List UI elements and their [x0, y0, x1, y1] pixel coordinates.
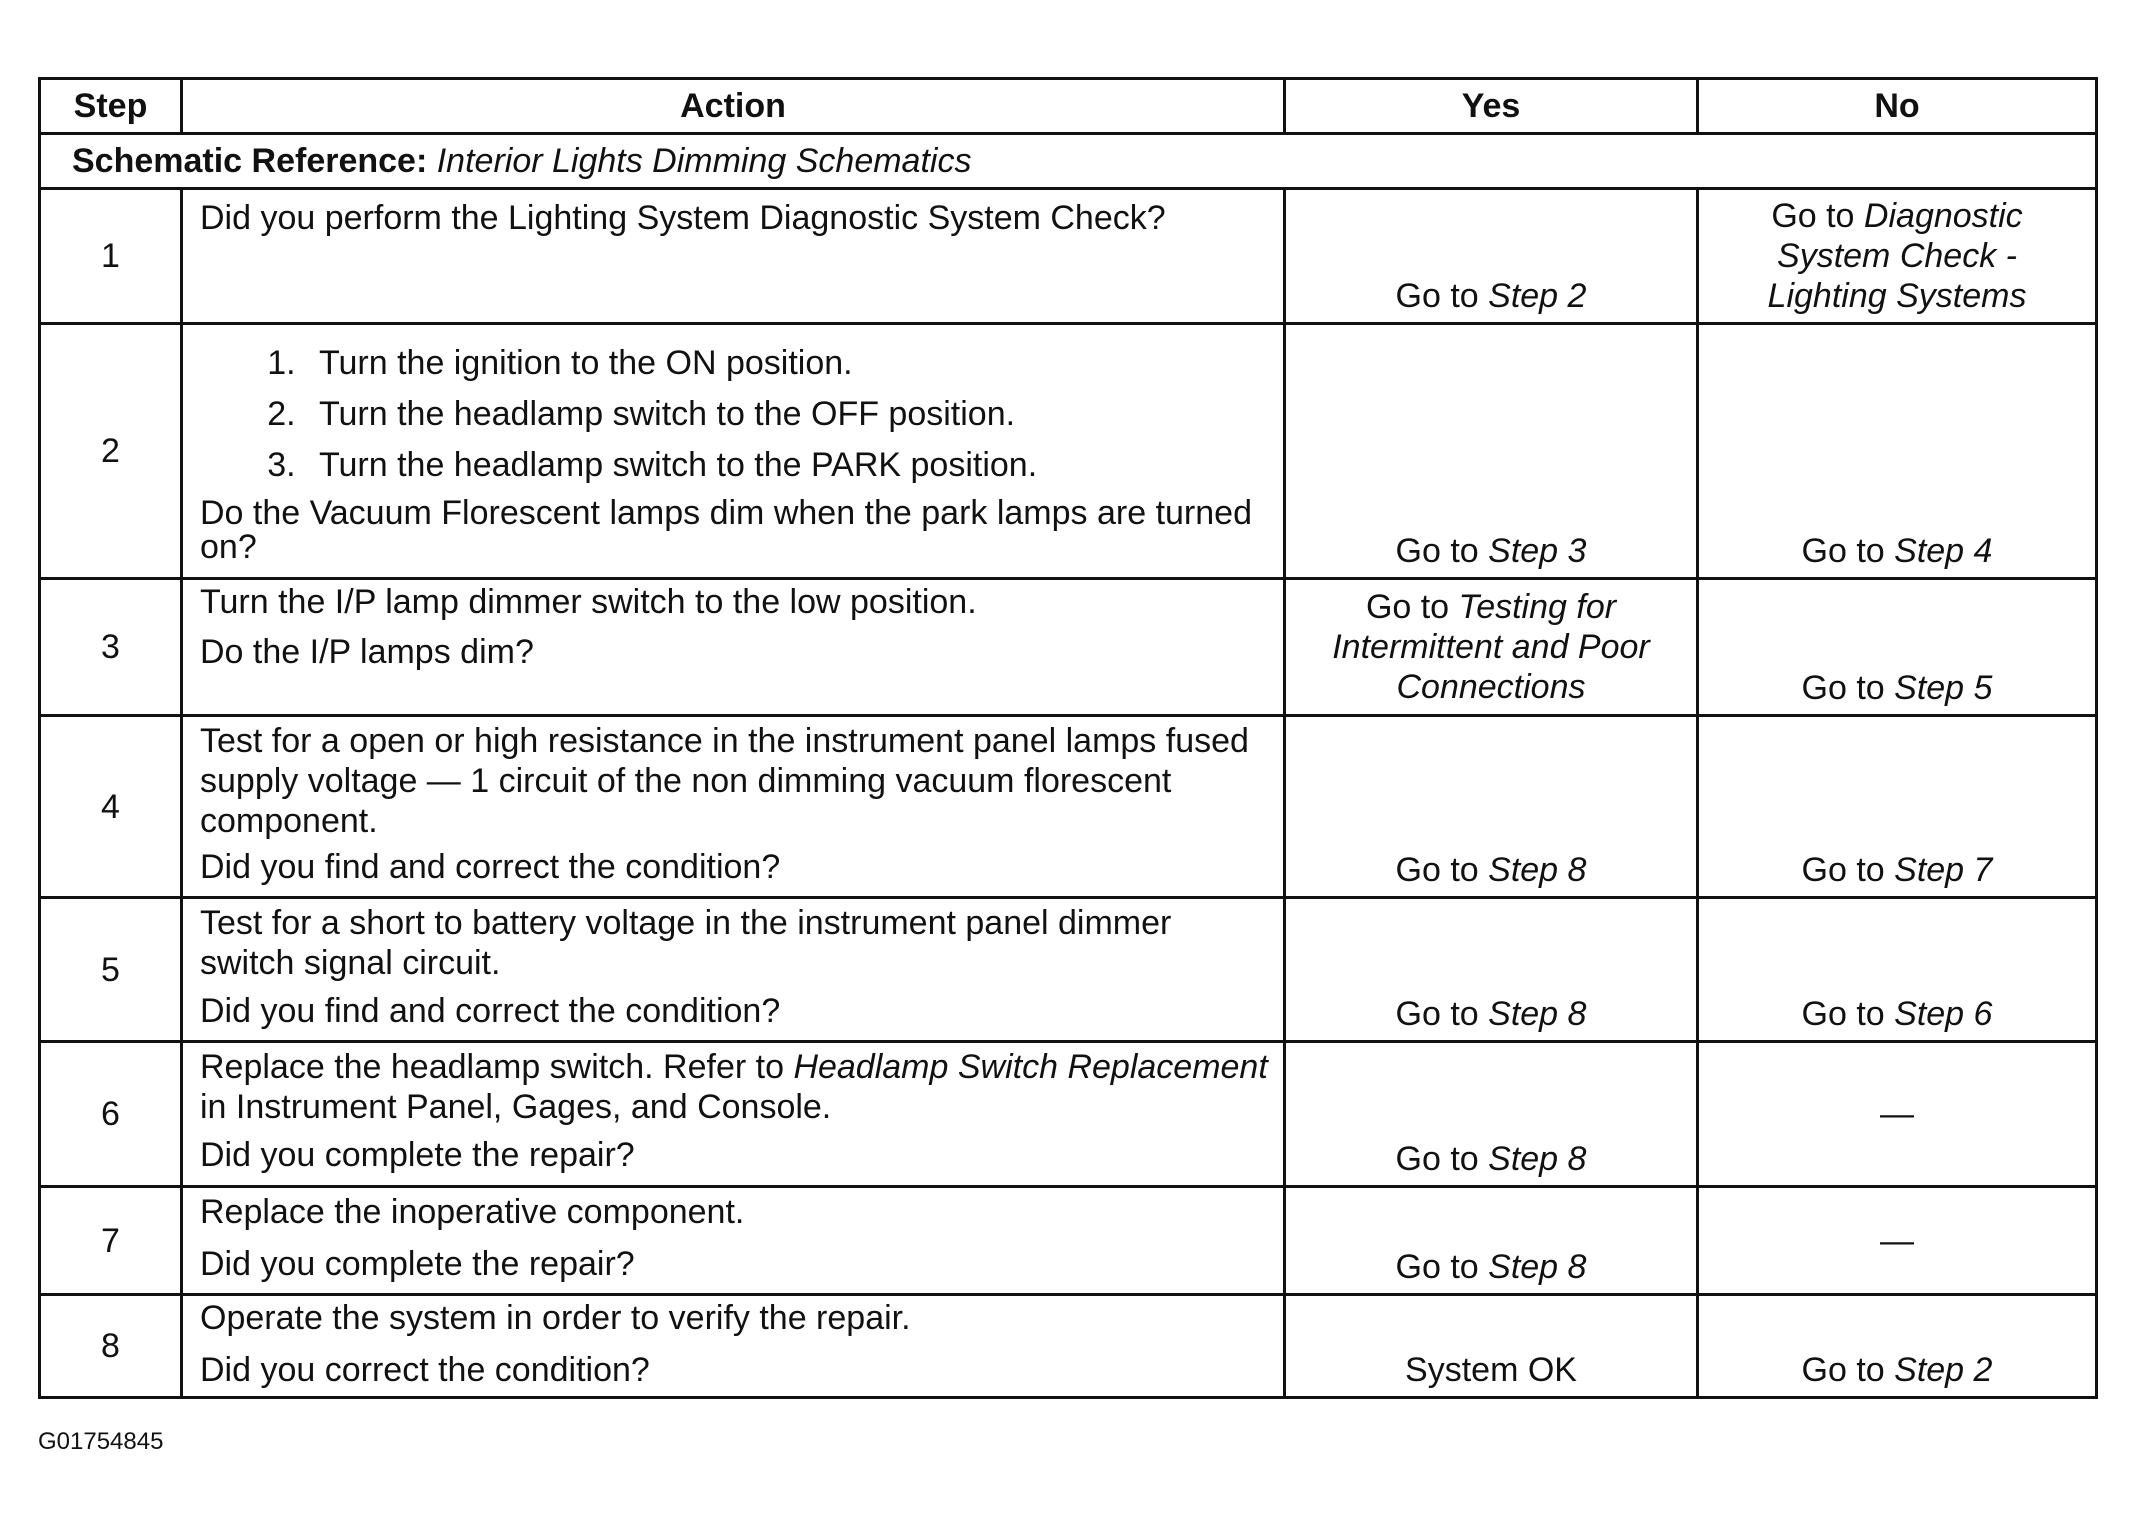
no-prefix: Go to: [1801, 1351, 1895, 1389]
schematic-reference-cell: [40, 134, 2097, 189]
no-prefix: Go to: [1771, 197, 1864, 235]
header-yes: Yes: [1285, 79, 1698, 134]
step-number: 2: [40, 324, 182, 579]
no-prefix: Go to: [1801, 995, 1895, 1033]
yes-prefix: Go to: [1395, 1140, 1489, 1178]
yes-cell: [1285, 1295, 1698, 1398]
figure-id: G01754845: [38, 1428, 164, 1455]
list-item: 2. Turn the headlamp switch to the OFF position.: [305, 394, 1269, 434]
action-text-before: Replace the headlamp switch. Refer to: [200, 1048, 794, 1086]
action-cell: [182, 579, 1285, 716]
diagnostic-table: [38, 77, 2098, 1399]
action-question: Do the Vacuum Florescent lamps dim when the park lamps are turned on?: [200, 494, 1252, 566]
yes-prefix: Go to: [1395, 532, 1489, 570]
yes-link[interactable]: Step 8: [1488, 1248, 1587, 1286]
no-link[interactable]: Step 6: [1894, 995, 1993, 1033]
yes-link-line-2[interactable]: Intermittent and Poor: [1332, 628, 1650, 666]
no-cell: [1698, 898, 2097, 1042]
action-question: Did you complete the repair?: [200, 1245, 635, 1283]
yes-link[interactable]: Step 8: [1488, 995, 1587, 1033]
no-dash: —: [1880, 1095, 1914, 1133]
action-text: Operate the system in order to verify the repair.: [200, 1299, 911, 1337]
action-text: Turn the I/P lamp dimmer switch to the low position.: [200, 583, 977, 621]
table-row-step-1: [40, 189, 2097, 324]
action-cell: [182, 1042, 1285, 1187]
action-cell: [182, 1295, 1285, 1398]
action-text: Test for a short to battery voltage in the instrument panel dimmer switch signal circuit.: [200, 904, 1172, 982]
no-link[interactable]: Step 7: [1894, 851, 1993, 889]
no-link[interactable]: Step 5: [1894, 669, 1993, 707]
schematic-reference-label: Schematic Reference:: [72, 142, 428, 180]
yes-cell: [1285, 716, 1698, 898]
yes-text: System OK: [1405, 1351, 1577, 1389]
action-cell: [182, 189, 1285, 324]
yes-cell: [1285, 1042, 1698, 1187]
yes-prefix: Go to: [1365, 588, 1459, 626]
header-step: Step: [40, 79, 182, 134]
step-number: 3: [40, 579, 182, 716]
table-row-step-5: [40, 898, 2097, 1042]
table-row-step-4: [40, 716, 2097, 898]
no-cell: [1698, 324, 2097, 579]
yes-link[interactable]: Step 8: [1488, 851, 1587, 889]
yes-cell: [1285, 324, 1698, 579]
no-cell: [1698, 1187, 2097, 1295]
step-number: 4: [40, 716, 182, 898]
action-question: Did you find and correct the condition?: [200, 992, 781, 1030]
no-cell: [1698, 1295, 2097, 1398]
table-row-step-2: [40, 324, 2097, 579]
step-number: 7: [40, 1187, 182, 1295]
yes-prefix: Go to: [1395, 995, 1489, 1033]
yes-cell: [1285, 1187, 1698, 1295]
header-no: No: [1698, 79, 2097, 134]
no-link[interactable]: Step 4: [1894, 532, 1993, 570]
yes-link[interactable]: Step 3: [1488, 532, 1587, 570]
step-number: 6: [40, 1042, 182, 1187]
no-cell: [1698, 1042, 2097, 1187]
table-row-step-7: [40, 1187, 2097, 1295]
schematic-reference-link[interactable]: Interior Lights Dimming Schematics: [436, 142, 972, 180]
action-cell: [182, 1187, 1285, 1295]
schematic-reference-row: [40, 134, 2097, 189]
action-text: Did you perform the Lighting System Diagnostic System Check?: [200, 199, 1166, 237]
action-question: Did you correct the condition?: [200, 1351, 650, 1389]
no-link-line-3[interactable]: Lighting Systems: [1767, 277, 2027, 315]
yes-prefix: Go to: [1395, 1248, 1489, 1286]
no-cell: [1698, 579, 2097, 716]
table-row-step-8: [40, 1295, 2097, 1398]
action-list: [200, 343, 1269, 485]
action-text: [200, 1047, 1269, 1127]
action-cell: [182, 716, 1285, 898]
yes-link[interactable]: Step 8: [1488, 1140, 1587, 1178]
table-row-step-6: [40, 1042, 2097, 1187]
yes-prefix: Go to: [1395, 851, 1489, 889]
yes-prefix: Go to: [1395, 277, 1489, 315]
action-question: Do the I/P lamps dim?: [200, 633, 534, 671]
no-cell: [1698, 189, 2097, 324]
action-text: Test for a open or high resistance in the instrument panel lamps fused supply voltage — 1 circuit of the non dimming vacuum florescent component.: [200, 722, 1249, 840]
yes-link-line-3[interactable]: Connections: [1396, 668, 1586, 706]
step-number: 1: [40, 189, 182, 324]
headlamp-switch-replacement-link[interactable]: Headlamp Switch Replacement: [793, 1048, 1268, 1086]
no-prefix: Go to: [1801, 532, 1895, 570]
yes-cell: [1285, 898, 1698, 1042]
no-prefix: Go to: [1801, 851, 1895, 889]
table-row-step-3: [40, 579, 2097, 716]
yes-cell: [1285, 579, 1698, 716]
list-item: 1. Turn the ignition to the ON position.: [305, 343, 1269, 383]
action-question: Did you find and correct the condition?: [200, 848, 781, 886]
action-cell: [182, 898, 1285, 1042]
action-cell: [182, 324, 1285, 579]
no-dash: —: [1880, 1221, 1914, 1260]
step-number: 5: [40, 898, 182, 1042]
yes-link-line-1[interactable]: Testing for: [1458, 588, 1617, 626]
yes-link[interactable]: Step 2: [1488, 277, 1587, 315]
no-link-line-2[interactable]: System Check -: [1777, 237, 2017, 275]
no-link-line-1[interactable]: Diagnostic: [1863, 197, 2023, 235]
yes-cell: [1285, 189, 1698, 324]
action-text: Replace the inoperative component.: [200, 1193, 745, 1231]
action-question: Did you complete the repair?: [200, 1136, 635, 1174]
header-row: [40, 79, 2097, 134]
no-cell: [1698, 716, 2097, 898]
action-text-after: in Instrument Panel, Gages, and Console.: [200, 1088, 832, 1126]
list-item: 3. Turn the headlamp switch to the PARK position.: [305, 445, 1269, 485]
step-number: 8: [40, 1295, 182, 1398]
header-action: Action: [182, 79, 1285, 134]
no-prefix: Go to: [1801, 669, 1895, 707]
no-link[interactable]: Step 2: [1894, 1351, 1993, 1389]
